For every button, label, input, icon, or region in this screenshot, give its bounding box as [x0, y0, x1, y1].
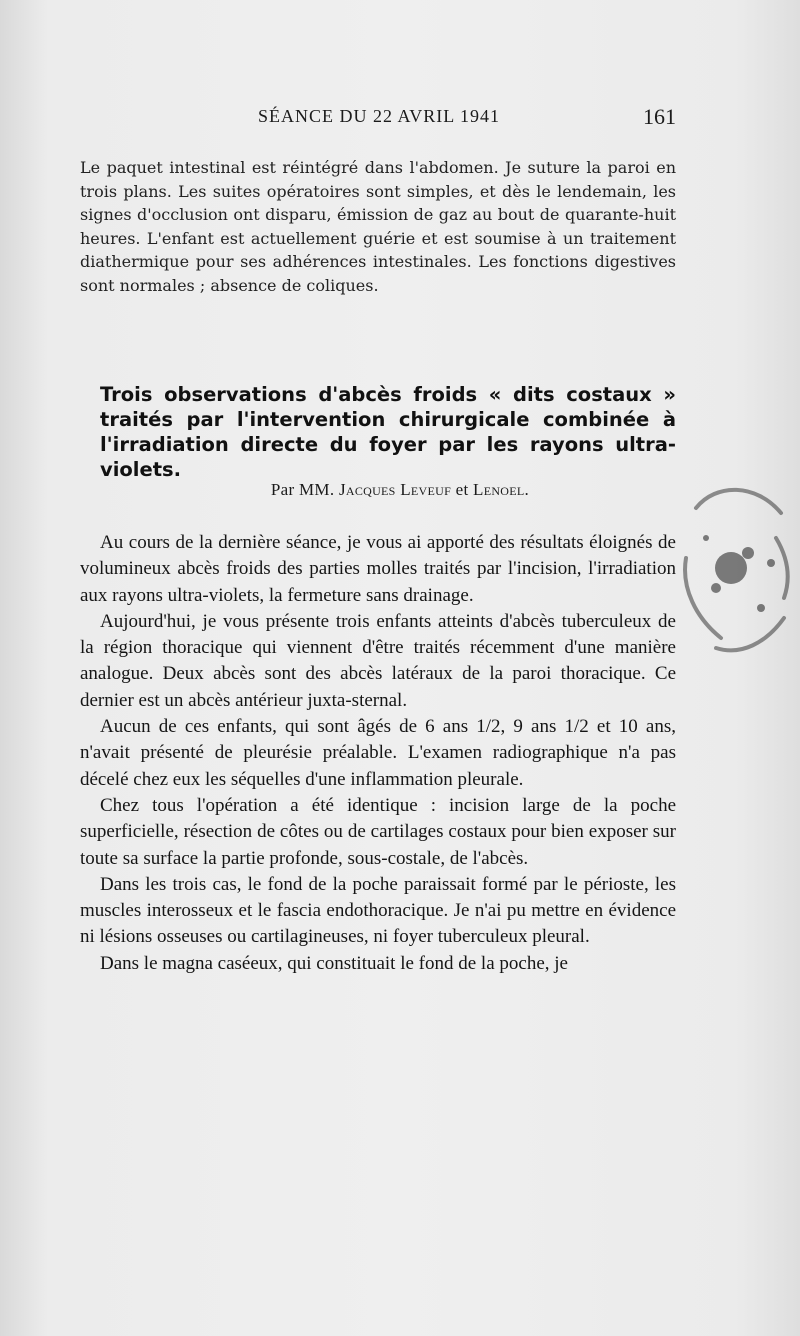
continued-paragraph: Le paquet intestinal est réintégré dans l'abdomen. Je suture la paroi en trois plans. Les suites opératoires sont simples, et dès le lendemain, les signes d'occlusion ont disparu, émission de gaz au bout de quarante-huit heures. L'enfant est actuellement guérie et est soumise à un traitement diathermique pour ses adhérences intestinales. Les fonctions digestives sont normales ; absence de coliques.	[80, 158, 676, 295]
author-leveuf: Jacques Leveuf	[338, 480, 452, 499]
author-prefix: Par MM.	[270, 480, 339, 499]
library-stamp-icon	[676, 478, 796, 668]
running-header	[80, 100, 676, 134]
continued-paragraph-block	[80, 156, 676, 297]
paragraph-4: Chez tous l'opération a été identique : incision large de la poche superficielle, résection de côtes ou de cartilages costaux pour bien exposer sur toute sa surface la partie profonde, sous-costale, de l'abcès.	[80, 794, 676, 869]
paragraph-2: Aujourd'hui, je vous présente trois enfants atteints d'abcès tuberculeux de la région thoracique qui viennent d'être traités récemment d'une manière analogue. Deux abcès sont des abcès latéraux de la paroi thoracique. Ce dernier est un abcès antérieur juxta-sternal.	[80, 610, 676, 711]
running-title: SÉANCE DU 22 AVRIL 1941	[258, 106, 501, 126]
page-number: 161	[643, 104, 676, 129]
article-title: Trois observations d'abcès froids « dits costaux » traités par l'intervention chirurgicale combinée à l'irradiation directe du foyer par les rayons ultra-violets.	[100, 383, 676, 481]
author-lenoel: Lenoel.	[473, 480, 530, 499]
article-title-block	[100, 382, 676, 482]
article-body	[80, 530, 676, 977]
paragraph-6: Dans le magna caséeux, qui constituait le fond de la poche, je	[100, 952, 568, 974]
paragraph-5: Dans les trois cas, le fond de la poche paraissait formé par le périoste, les muscles interosseux et le fascia endothoracique. Je n'ai pu mettre en évidence ni lésions osseuses ou cartilagineuses, ni foyer tuberculeux pleural.	[80, 873, 676, 948]
author-joiner: et	[451, 480, 474, 499]
paragraph-3: Aucun de ces enfants, qui sont âgés de 6 ans 1/2, 9 ans 1/2 et 10 ans, n'avait présenté de pleurésie préalable. L'examen radiographique n'a pas décelé chez eux les séquelles d'une inflammation pleurale.	[80, 716, 676, 790]
paragraph-1: Au cours de la dernière séance, je vous ai apporté des résultats éloignés de volumineux abcès froids des parties molles traités par l'incision, l'irradiation aux rayons ultra-violets, la fermeture sans drainage.	[80, 532, 676, 606]
